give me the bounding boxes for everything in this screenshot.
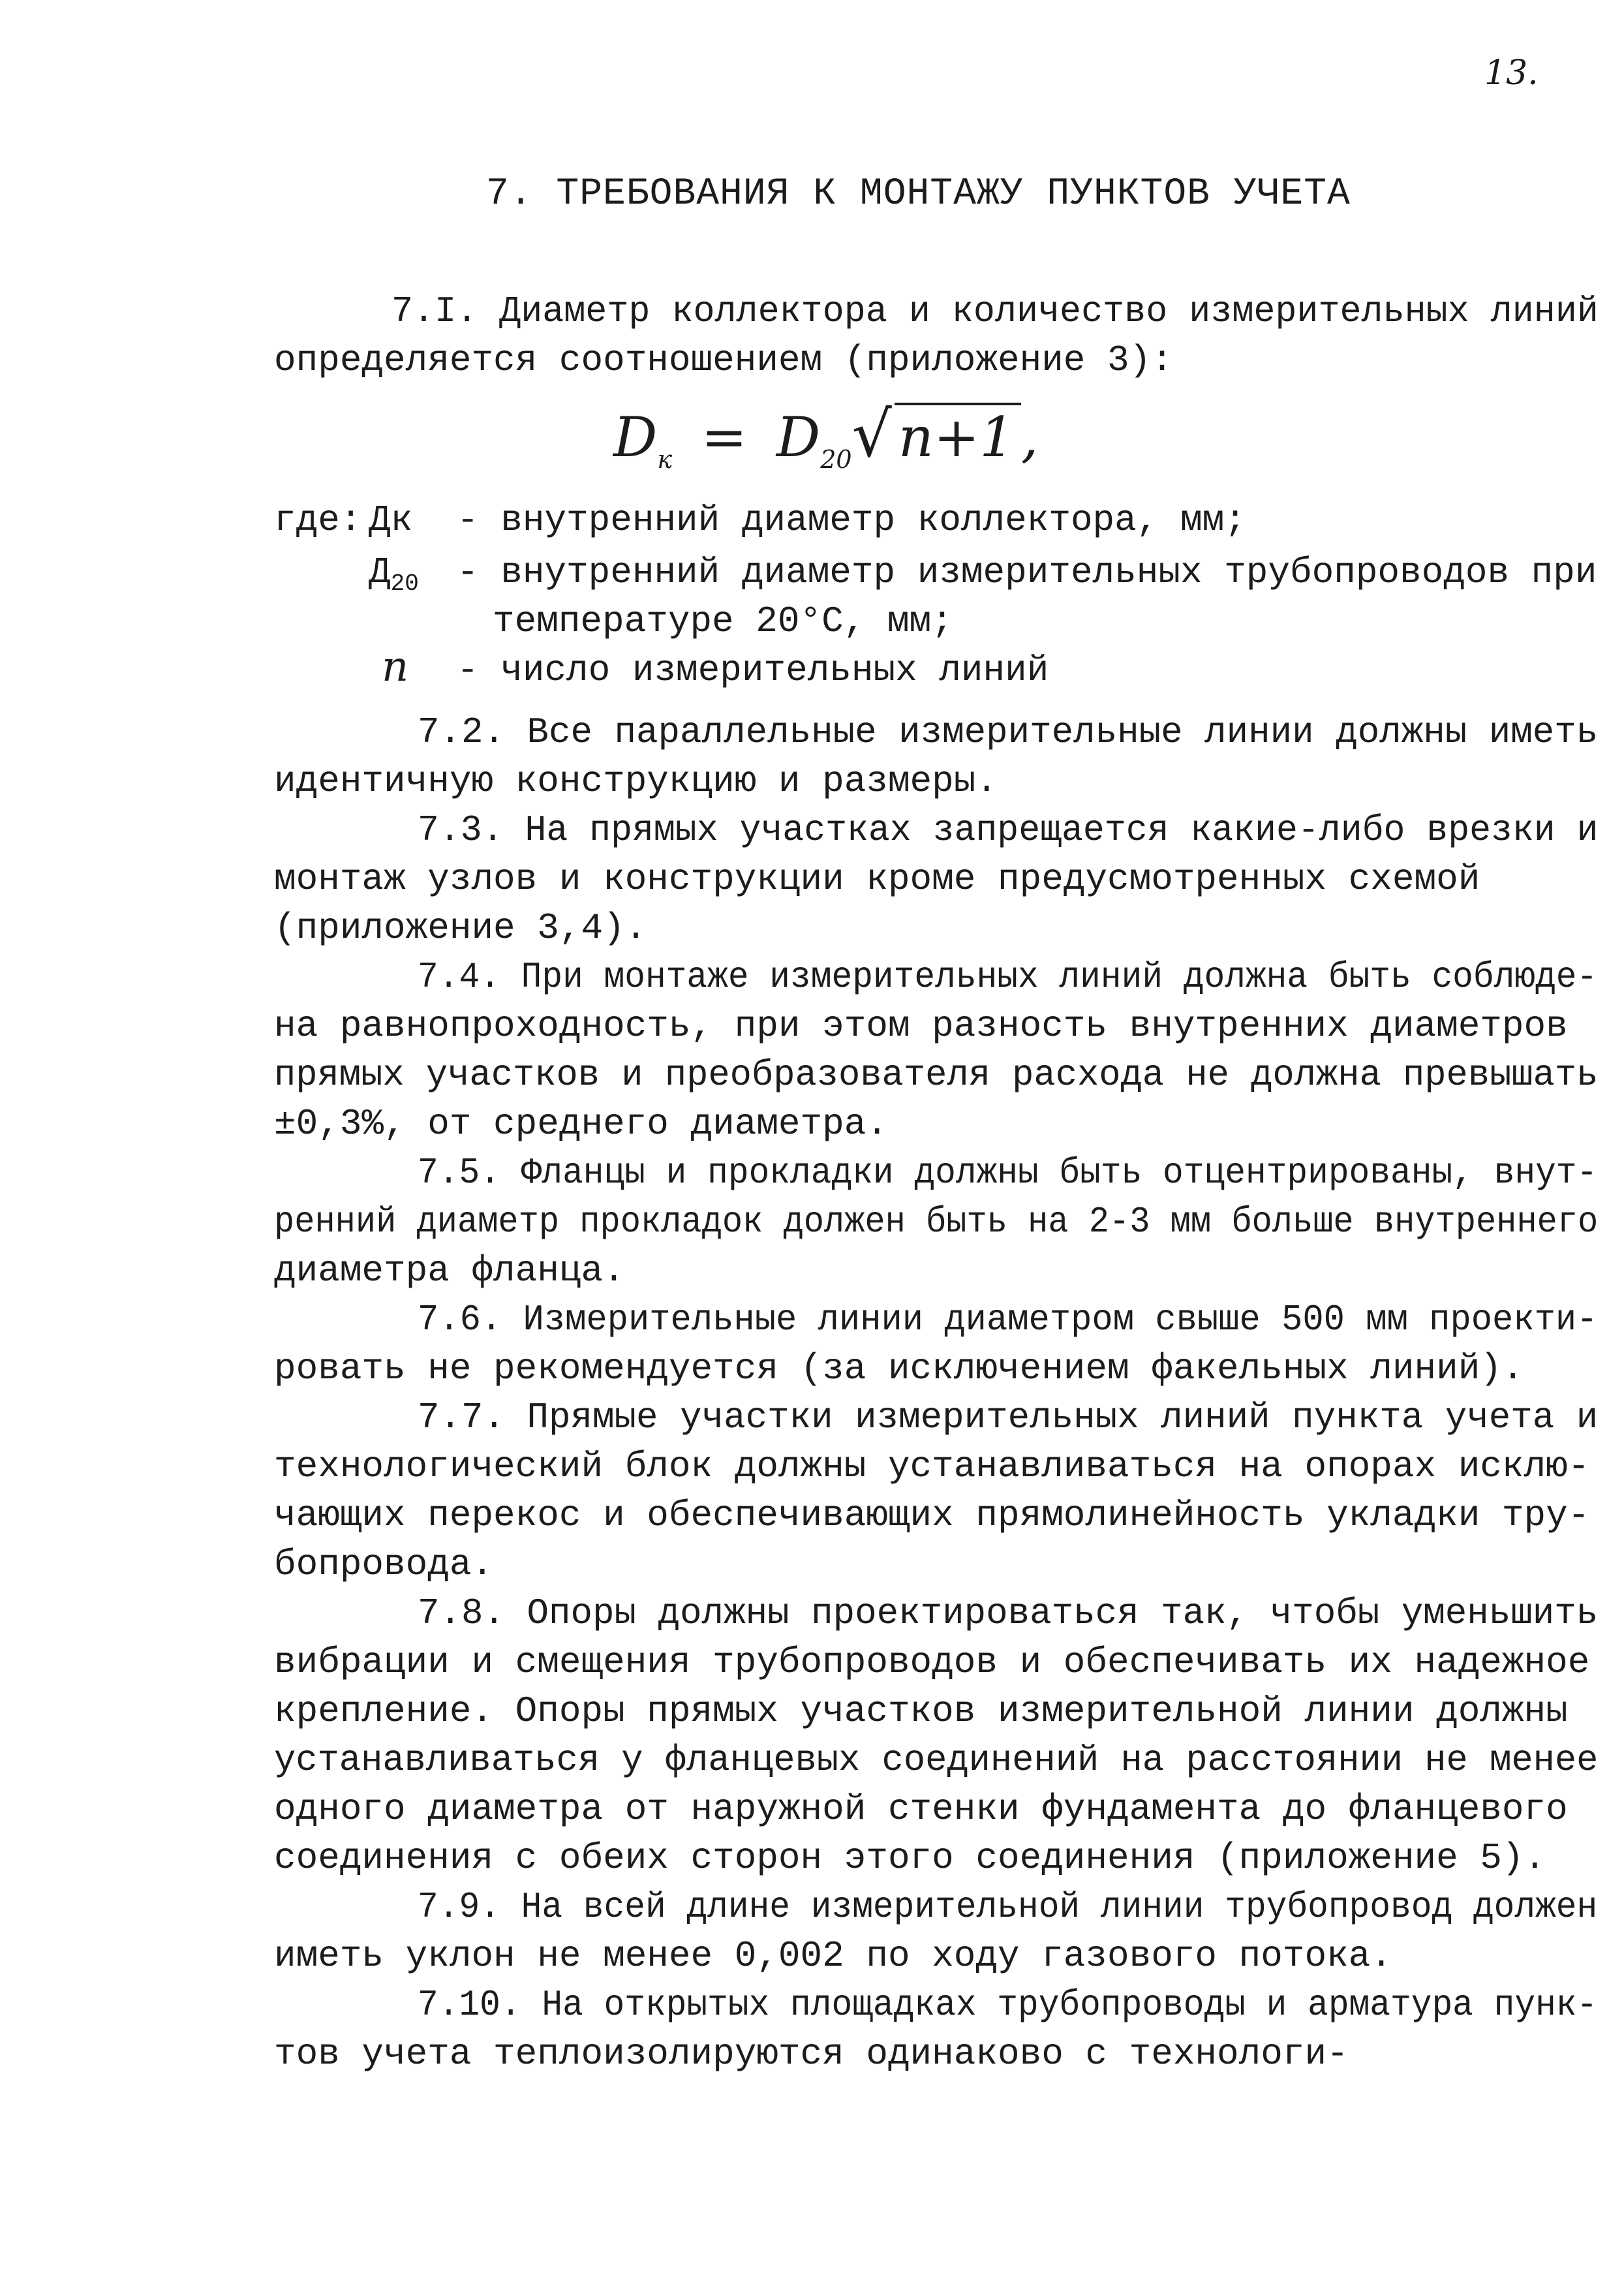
paragraph-7-2-line-2: идентичную конструкцию и размеры. — [274, 760, 998, 802]
paragraph-7-1-line-1: 7.I. Диаметр коллектора и количество измерительных линий — [391, 290, 1599, 332]
paragraph-7-5-line-2: ренний диаметр прокладок должен быть на 2-3 мм больше внутреннего — [274, 1201, 1599, 1243]
square-root-icon: √ — [851, 398, 892, 471]
paragraph-7-10-line-1: 7.10. На открытых площадках трубопроводы и арматура пунк- — [418, 1984, 1598, 2026]
page-number: 13. — [1484, 54, 1539, 93]
paragraph-7-4-line-2: на равнопроходность, при этом разность внутренних диаметров — [274, 1005, 1568, 1047]
formula-equals: = — [701, 405, 748, 469]
paragraph-7-7-line-2: технологический блок должны устанавливаться на опорах исклю- — [274, 1446, 1590, 1487]
definitions-intro: где: — [274, 499, 362, 541]
paragraph-7-9-line-2: иметь уклон не менее 0,002 по ходу газового потока. — [274, 1935, 1392, 1977]
paragraph-7-4-line-3: прямых участков и преобразователя расхода не должна превышать — [274, 1054, 1599, 1096]
paragraph-7-8-line-6: соединения с обеих сторон этого соединения (приложение 5). — [274, 1837, 1546, 1879]
paragraph-7-5-line-3: диаметра фланца. — [274, 1250, 625, 1292]
definition-d20-label — [369, 551, 419, 597]
paragraph-7-3-line-2: монтаж узлов и конструкции кроме предусмотренных схемой — [274, 858, 1480, 900]
paragraph-7-8-line-3: крепление. Опоры прямых участков измерительной линии должны — [274, 1690, 1568, 1732]
paragraph-7-10-line-2: тов учета теплоизолируются одинаково с технологи- — [274, 2033, 1349, 2075]
paragraph-7-3-line-1: 7.3. На прямых участках запрещается какие-либо врезки и — [418, 809, 1599, 851]
definition-dk-text: - внутренний диаметр коллектора, мм; — [457, 499, 1246, 541]
paragraph-7-8-line-1: 7.8. Опоры должны проектироваться так, чтобы уменьшить — [418, 1592, 1599, 1634]
paragraph-7-8-line-2: вибрации и смещения трубопроводов и обеспечивать их надежное — [274, 1641, 1590, 1683]
formula-lhs: D — [613, 405, 658, 469]
definition-d20-text-1: - внутренний диаметр измерительных трубопроводов при — [457, 551, 1597, 593]
paragraph-7-8-line-4: устанавливаться у фланцевых соединений на расстоянии не менее — [274, 1739, 1599, 1781]
formula-tail: , — [1020, 405, 1039, 469]
definition-n-text: - число измерительных линий — [457, 649, 1049, 691]
paragraph-7-6-line-1: 7.6. Измерительные линии диаметром свыше 500 мм проекти- — [418, 1299, 1598, 1340]
paragraph-7-2-line-1: 7.2. Все параллельные измерительные линии должны иметь — [418, 711, 1599, 753]
formula-rhs: D — [776, 405, 821, 469]
paragraph-7-1-line-2: определяется соотношением (приложение 3): — [274, 339, 1173, 381]
paragraph-7-9-line-1: 7.9. На всей длине измерительной линии трубопровод должен — [418, 1886, 1598, 1928]
paragraph-7-3-line-3: (приложение 3,4). — [274, 907, 647, 949]
formula-rhs-subscript: 20 — [820, 445, 852, 474]
paragraph-7-5-line-1: 7.5. Фланцы и прокладки должны быть отцентрированы, внут- — [418, 1152, 1598, 1194]
d20-subscript: 20 — [390, 570, 419, 598]
collector-diameter-formula — [613, 398, 1038, 474]
section-heading: 7. ТРЕБОВАНИЯ К МОНТАЖУ ПУНКТОВ УЧЕТА — [486, 173, 1351, 215]
paragraph-7-7-line-1: 7.7. Прямые участки измерительных линий пункта учета и — [418, 1397, 1599, 1438]
paragraph-7-6-line-2: ровать не рекомендуется (за исключением факельных линий). — [274, 1348, 1524, 1389]
paragraph-7-7-line-3: чающих перекос и обеспечивающих прямолинейность укладки тру- — [274, 1494, 1590, 1536]
formula-radicand: n+1 — [895, 403, 1021, 469]
paragraph-7-4-line-4: ±0,3%, от среднего диаметра. — [274, 1103, 888, 1145]
paragraph-7-8-line-5: одного диаметра от наружной стенки фундамента до фланцевого — [274, 1788, 1568, 1830]
d20-letter: Д — [369, 551, 391, 593]
definition-dk-label: Дк — [369, 499, 413, 541]
paragraph-7-4-line-1: 7.4. При монтаже измерительных линий должна быть соблюде- — [418, 956, 1598, 998]
definition-d20-text-2: температуре 20°С, мм; — [493, 600, 953, 642]
paragraph-7-7-line-4: бопровода. — [274, 1543, 494, 1585]
definition-n-label: n — [382, 643, 409, 691]
formula-lhs-subscript: к — [657, 445, 673, 474]
